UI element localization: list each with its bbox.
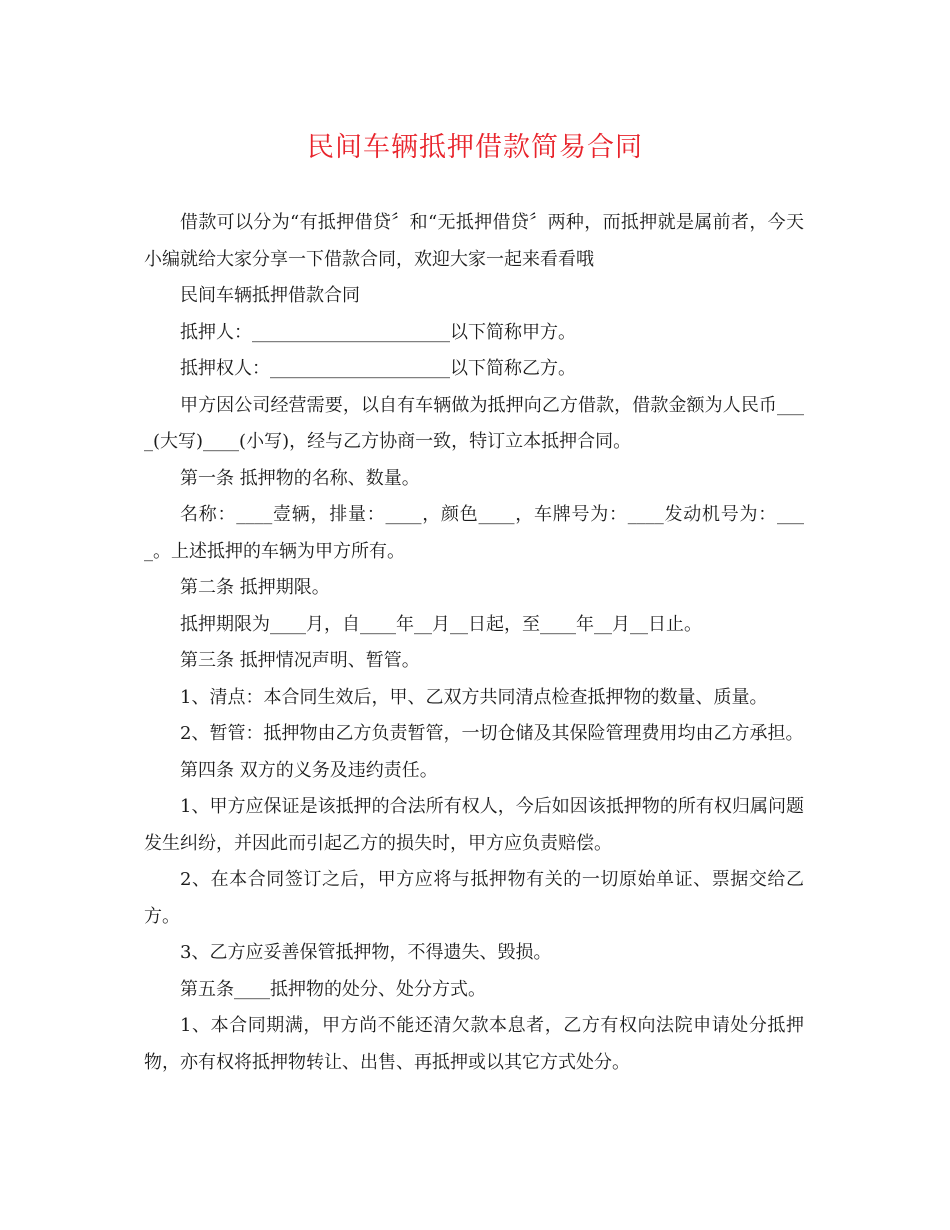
article-4-heading: 第四条 双方的义务及违约责任。: [180, 759, 438, 781]
mortgagee-line: 抵押权人：____________________以下简称乙方。: [180, 358, 576, 379]
custody-clause: 2、暂管：抵押物由乙方负责暂管，一切仓储及其保险管理费用均由乙方承担。: [180, 723, 804, 744]
safekeeping-clause: 3、乙方应妥善保管抵押物，不得遗失、毁损。: [180, 942, 552, 963]
intro-paragraph: 借款可以分为“有抵押借贷〞和“无抵押借贷〞两种，而抵押就是属前者，今天小编就给大家分享一下借款合同，欢迎大家一起来看看哦: [144, 212, 804, 270]
article-1-heading: 第一条 抵押物的名称、数量。: [180, 467, 420, 489]
article-2-heading: 第二条 抵押期限。: [180, 577, 330, 598]
documents-handover-clause: 2、在本合同签订之后，甲方应将与抵押物有关的一切原始单证、票据交给乙方。: [144, 869, 804, 927]
disposal-clause: 1、本合同期满，甲方尚不能还清欠款本息者，乙方有权向法院申请处分抵押物，亦有权将抵押物转让、出售、再抵押或以其它方式处分。: [144, 1015, 804, 1073]
term-paragraph: 抵押期限为____月，自____年__月__日起，至____年__月__日止。: [180, 613, 702, 635]
vehicle-details-paragraph: 名称：____壹辆，排量：____，颜色____，车牌号为：____发动机号为：____。上述抵押的车辆为甲方所有。: [144, 504, 804, 562]
article-3-heading: 第三条 抵押情况声明、暂管。: [180, 650, 420, 671]
ownership-warranty-clause: 1、甲方应保证是该抵押的合法所有权人，今后如因该抵押物的所有权归属问题发生纠纷，并因此而引起乙方的损失时，甲方应负责赔偿。: [144, 796, 804, 854]
contract-heading: 民间车辆抵押借款合同: [180, 285, 360, 306]
mortgagor-line: 抵押人：______________________以下简称甲方。: [180, 321, 576, 343]
document-title: 民间车辆抵押借款简易合同: [307, 132, 643, 163]
document-body: [144, 205, 804, 1081]
inventory-clause: 1、清点：本合同生效后，甲、乙双方共同清点检查抵押物的数量、质量。: [180, 686, 768, 708]
loan-purpose-paragraph: 甲方因公司经营需要，以自有车辆做为抵押向乙方借款，借款金额为人民币____(大写)____(小写)，经与乙方协商一致，特订立本抵押合同。: [144, 394, 804, 452]
article-5-heading: 第五条____抵押物的处分、处分方式。: [180, 978, 486, 1000]
